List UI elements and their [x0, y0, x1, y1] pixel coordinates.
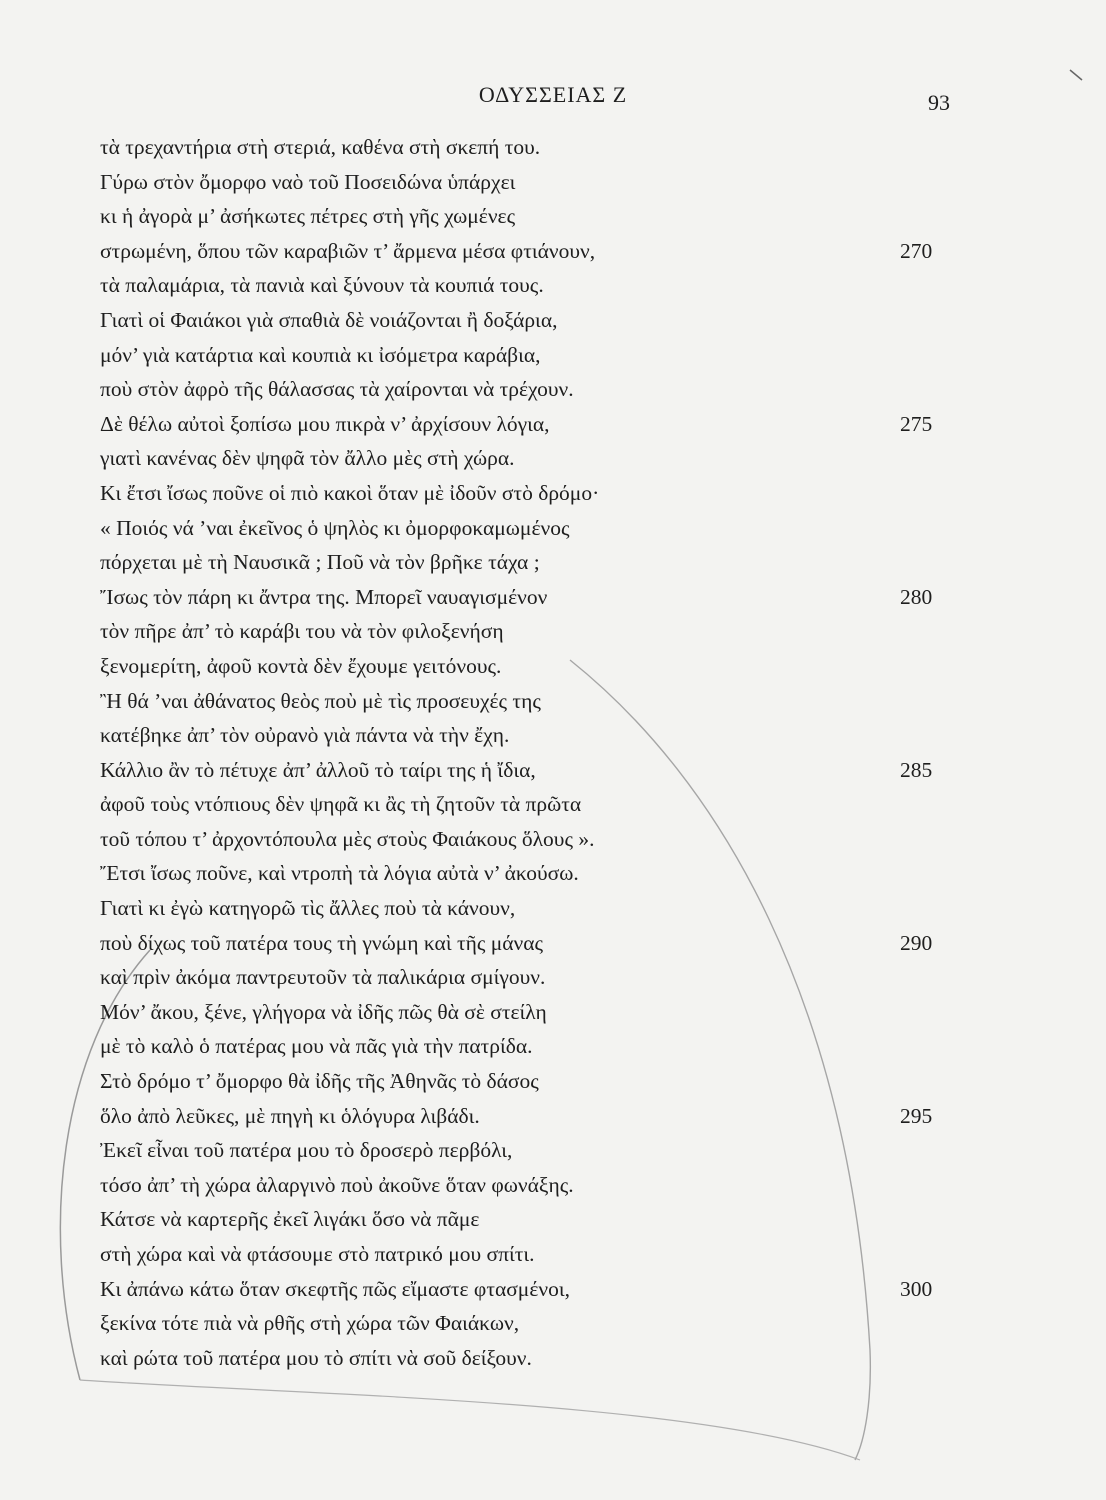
verse-line: [100, 1168, 960, 1203]
verse-text: Ἔτσι ἴσως ποῦνε, καὶ ντροπὴ τὰ λόγια αὐτὰ ν’ ἀκούσω.: [100, 861, 579, 886]
verse-text: Στὸ δρόμο τ’ ὄμορφο θὰ ἰδῆς τῆς Ἀθηνᾶς τὸ δάσος: [100, 1069, 539, 1094]
verse-text: Κάτσε νὰ καρτερῆς ἐκεῖ λιγάκι ὅσο νὰ πᾶμε: [100, 1207, 480, 1232]
verse-text: τὰ τρεχαντήρια στὴ στεριά, καθένα στὴ σκεπή του.: [100, 135, 541, 159]
verse-text: κατέβηκε ἀπ’ τὸν οὐρανὸ γιὰ πάντα νὰ τὴν ἔχη.: [100, 723, 510, 748]
verse-text: κι ἡ ἀγορὰ μ’ ἀσήκωτες πέτρες στὴ γῆς χωμένες: [100, 204, 516, 229]
verse-text: τὸν πῆρε ἀπ’ τὸ καράβι του νὰ τὸν φιλοξενήση: [100, 619, 504, 644]
verse-line: [100, 1202, 960, 1237]
verse-text: μόν’ γιὰ κατάρτια καὶ κουπιὰ κι ἰσόμετρα καράβια,: [100, 342, 541, 367]
verse-text: ποὺ στὸν ἀφρὸ τῆς θάλασσας τὰ χαίρονται νὰ τρέχουν.: [100, 377, 574, 402]
verse-line: [100, 614, 960, 649]
verse-line-number: 295: [900, 1103, 933, 1128]
verse-line: [100, 822, 960, 857]
verse-line: [100, 545, 960, 580]
verse-line: [100, 130, 960, 165]
verse-line: [100, 441, 960, 476]
verse-line: [100, 1237, 960, 1272]
verse-line: [100, 891, 960, 926]
verse-line: [100, 1133, 960, 1168]
verse-line: [100, 995, 960, 1030]
verse-line-number: 275: [900, 411, 933, 436]
verse-line: [100, 199, 960, 234]
verse-text: Δὲ θέλω αὐτοὶ ξοπίσω μου πικρὰ ν’ ἀρχίσουν λόγια,: [100, 411, 550, 436]
verse-text: ξεκίνα τότε πιὰ νὰ ρθῆς στὴ χώρα τῶν Φαιάκων,: [100, 1311, 520, 1336]
verse-line: [100, 1306, 960, 1341]
verse-text: ὅλο ἀπὸ λεῦκες, μὲ πηγὴ κι ὁλόγυρα λιβάδι.: [100, 1103, 480, 1128]
verse-line: [100, 684, 960, 719]
verse-text: ποὺ δίχως τοῦ πατέρα τους τὴ γνώμη καὶ τῆς μάνας: [100, 930, 544, 955]
verse-line: [100, 1272, 960, 1307]
verse-line: [100, 1064, 960, 1099]
verse-text: Ἴσως τὸν πάρη κι ἄντρα της. Μπορεῖ ναυαγισμένον: [100, 584, 548, 609]
verse-line: [100, 960, 960, 995]
verse-line: [100, 649, 960, 684]
verse-text: καὶ ρώτα τοῦ πατέρα μου τὸ σπίτι νὰ σοῦ δείξουν.: [100, 1345, 532, 1370]
verse-line: [100, 234, 960, 269]
verse-line-number: 300: [900, 1276, 933, 1301]
verse-text: Μόν’ ἄκου, ξένε, γλήγορα νὰ ἰδῆς πῶς θὰ σὲ στείλη: [100, 999, 547, 1024]
verse-text: Γιατὶ οἱ Φαιάκοι γιὰ σπαθιὰ δὲ νοιάζονται ἢ δοξάρια,: [100, 307, 558, 332]
verse-text: τὰ παλαμάρια, τὰ πανιὰ καὶ ξύνουν τὰ κουπιά τους.: [100, 273, 544, 298]
verse-line-number: 280: [900, 584, 933, 609]
verse-line: [100, 580, 960, 615]
verse-text: Κάλλιο ἂν τὸ πέτυχε ἀπ’ ἀλλοῦ τὸ ταίρι της ἡ ἴδια,: [100, 757, 536, 782]
page-number: 93: [928, 90, 950, 115]
verse-line: [100, 268, 960, 303]
verse-line: [100, 718, 960, 753]
verse-text: τοῦ τόπου τ’ ἀρχοντόπουλα μὲς στοὺς Φαιάκους ὅλους ».: [100, 826, 595, 851]
verse-line: [100, 407, 960, 442]
verse-text: Ἢ θά ’ναι ἀθάνατος θεὸς ποὺ μὲ τὶς προσευχές της: [100, 688, 541, 713]
verse-line: [100, 856, 960, 891]
verse-line: [100, 303, 960, 338]
verse-text: τόσο ἀπ’ τὴ χώρα ἀλαργινὸ ποὺ ἀκοῦνε ὅταν φωνάξης.: [100, 1172, 574, 1197]
verse-line: [100, 511, 960, 546]
verse-text: Κι ἀπάνω κάτω ὅταν σκεφτῆς πῶς εἴμαστε φτασμένοι,: [100, 1276, 570, 1301]
verse-line-number: 290: [900, 930, 933, 955]
verse-text: « Ποιός νά ’ναι ἐκεῖνος ὁ ψηλὸς κι ὀμορφοκαμωμένος: [100, 515, 570, 540]
verse-line: [100, 926, 960, 961]
verse-line-number: 270: [900, 238, 933, 263]
verse-text: πόρχεται μὲ τὴ Ναυσικᾶ ; Ποῦ νὰ τὸν βρῆκε τάχα ;: [100, 550, 540, 575]
verse-line: [100, 1029, 960, 1064]
verse-text: μὲ τὸ καλὸ ὁ πατέρας μου νὰ πᾶς γιὰ τὴν πατρίδα.: [100, 1034, 533, 1059]
verse-line: [100, 1099, 960, 1134]
verse-text: ἀφοῦ τοὺς ντόπιους δὲν ψηφᾶ κι ἂς τὴ ζητοῦν τὰ πρῶτα: [100, 792, 582, 817]
verse-line: [100, 372, 960, 407]
running-header-title: ΟΔΥΣΣΕΙΑΣ Ζ: [478, 82, 628, 107]
verse-line: [100, 338, 960, 373]
verse-text: καὶ πρὶν ἀκόμα παντρευτοῦν τὰ παλικάρια σμίγουν.: [100, 965, 546, 990]
verse-line: [100, 787, 960, 822]
verse-text: Ἐκεῖ εἶναι τοῦ πατέρα μου τὸ δροσερὸ περβόλι,: [100, 1138, 513, 1163]
verse-text: Κι ἔτσι ἴσως ποῦνε οἱ πιὸ κακοὶ ὅταν μὲ ἰδοῦν στὸ δρόμο·: [100, 480, 600, 505]
verse-text: γιατὶ κανένας δὲν ψηφᾶ τὸν ἄλλο μὲς στὴ χώρα.: [100, 446, 515, 471]
verse-block: [100, 130, 960, 1375]
verse-line: [100, 476, 960, 511]
verse-text: στρωμένη, ὅπου τῶν καραβιῶν τ’ ἄρμενα μέσα φτιάνουν,: [100, 238, 596, 263]
verse-line: [100, 753, 960, 788]
verse-text: ξενομερίτη, ἀφοῦ κοντὰ δὲν ἔχουμε γειτόνους.: [100, 653, 502, 678]
verse-text: στὴ χώρα καὶ νὰ φτάσουμε στὸ πατρικό μου σπίτι.: [100, 1242, 535, 1266]
verse-text: Γύρω στὸν ὄμορφο ναὸ τοῦ Ποσειδώνα ὑπάρχει: [100, 169, 516, 194]
verse-text: Γιατὶ κι ἐγὼ κατηγορῶ τὶς ἄλλες ποὺ τὰ κάνουν,: [100, 896, 516, 921]
verse-line: [100, 1341, 960, 1376]
verse-line: [100, 165, 960, 200]
verse-line-number: 285: [900, 757, 933, 782]
